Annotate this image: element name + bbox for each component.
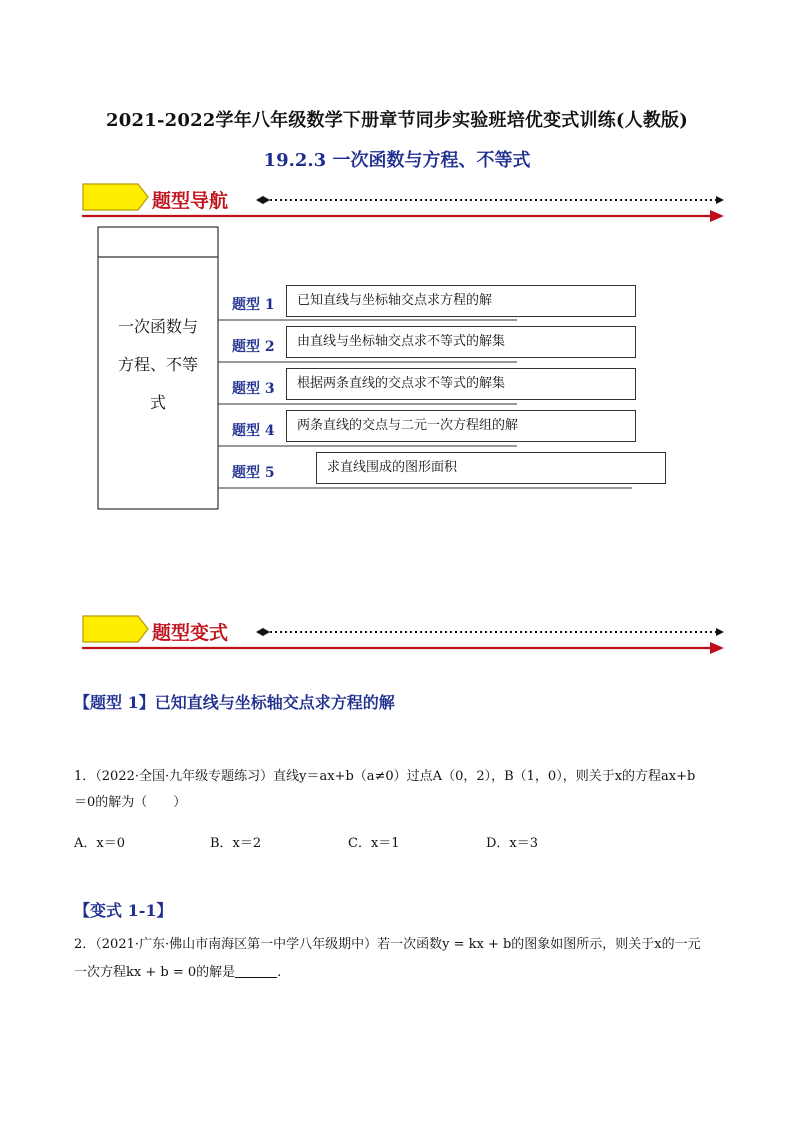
answer-blank (235, 963, 277, 978)
type-label-1: 题型 1 (232, 297, 275, 313)
section-banner-nav (80, 180, 730, 228)
type-box-5: 求直线围成的图形面积 (316, 452, 666, 484)
option-a: A．x＝0 (74, 836, 125, 851)
nav-topic-line-2: 方程、不等 (117, 355, 198, 374)
section-title-nav: 题型导航 (152, 190, 229, 212)
nav-topic-box (98, 308, 218, 422)
type-box-1: 已知直线与坐标轴交点求方程的解 (286, 285, 636, 317)
type-label-2: 题型 2 (232, 339, 275, 355)
option-b: B．x＝2 (210, 836, 262, 851)
nav-topic-line-1: 一次函数与 (117, 317, 198, 336)
question-2 (74, 934, 734, 984)
type-label-3: 题型 3 (232, 381, 275, 397)
option-d: D．x＝3 (486, 836, 539, 851)
type-box-3: 根据两条直线的交点求不等式的解集 (286, 368, 636, 400)
variant-heading: 【变式 1-1】 (74, 901, 173, 920)
question-2-line-2-text: 一次方程kx + b = 0的解是 (74, 965, 236, 980)
section-banner-variant (80, 612, 730, 660)
question-2-line-1: 2．（2021·广东·佛山市南海区第一中学八年级期中）若一次函数y = kx + b的图象如图所示，则关于x的一元 (74, 937, 701, 952)
nav-topic-line-3: 式 (149, 393, 166, 412)
type-box-4: 两条直线的交点与二元一次方程组的解 (286, 410, 636, 442)
type-label-4: 题型 4 (232, 423, 275, 439)
section-title-variant: 题型变式 (152, 622, 229, 644)
type-box-2: 由直线与坐标轴交点求不等式的解集 (286, 326, 636, 358)
type-label-5: 题型 5 (232, 465, 275, 481)
option-c: C．x＝1 (348, 836, 400, 851)
question-2-line-2 (74, 962, 734, 984)
question-1-line-1: 1．（2022·全国·九年级专题练习）直线y＝ax+b（a≠0）过点A（0，2），B（1，0），则关于x的方程ax+b (74, 769, 696, 784)
question-1-line-2: ＝0的解为（ ） (74, 795, 187, 810)
question-1 (74, 766, 734, 814)
document-title: 2021-2022学年八年级数学下册章节同步实验班培优变式训练(人教版) (106, 110, 688, 131)
question-2-line-2-end: . (277, 965, 282, 980)
type1-heading: 【题型 1】已知直线与坐标轴交点求方程的解 (74, 693, 395, 712)
document-subtitle: 19.2.3 一次函数与方程、不等式 (263, 150, 531, 171)
